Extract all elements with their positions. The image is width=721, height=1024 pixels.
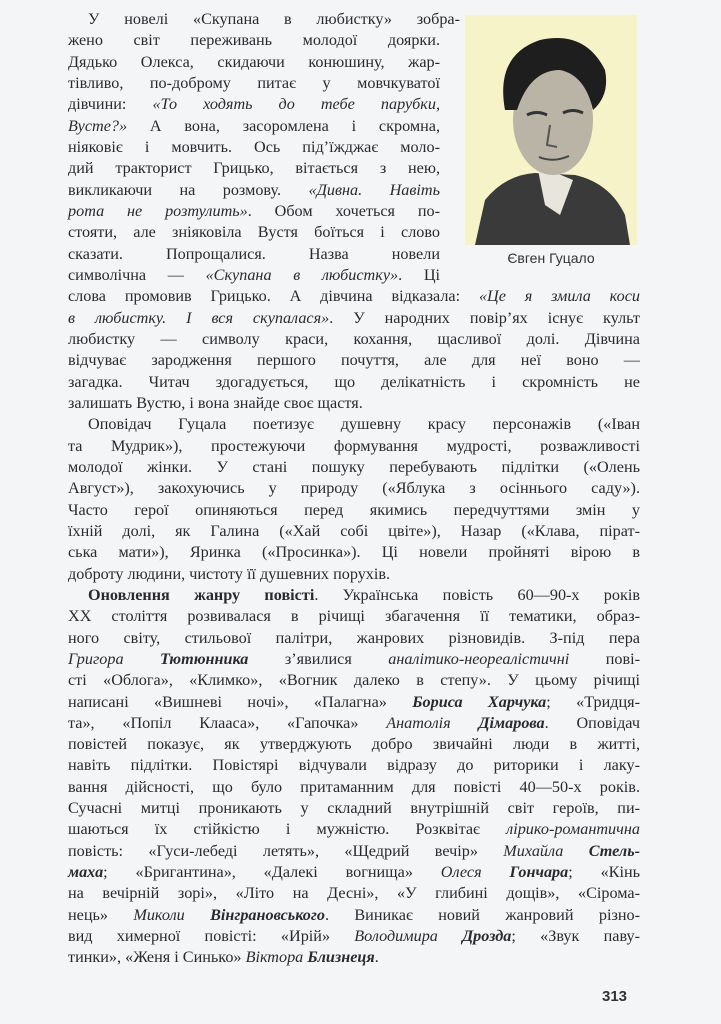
text-line [68, 564, 640, 585]
text-segment: Часто герої опиняються перед якимись передчуттями змін у [68, 500, 640, 519]
text-line [68, 692, 640, 713]
text-line [68, 628, 640, 649]
text-segment: повість: «Гуси-лебеді летять», «Щедрий вечір» [68, 841, 504, 860]
text-line [68, 585, 640, 606]
text-segment: викликаючи на розмову. [68, 180, 309, 199]
text-segment: та Мудрик»), простежуючи формування мудрості, розважливості [68, 436, 640, 455]
text-segment: з’явилися [248, 649, 389, 668]
text-segment: молодої жінки. У стані пошуку перебувають підлітки («Олень [68, 457, 640, 476]
text-line [68, 734, 640, 755]
text-segment: Віктора [245, 948, 308, 967]
text-segment: дівчини: [68, 95, 153, 114]
text-line [68, 521, 640, 542]
text-segment: рота не розтулить» [68, 201, 248, 220]
text-segment: Володимира [354, 927, 463, 946]
text-segment: дий тракторист Грицько, вітається з нею, [68, 159, 440, 178]
text-segment: Сучасні митці проникають у складний внутрішній світ героїв, пи- [68, 799, 640, 818]
text-line [68, 372, 640, 393]
text-segment: ; «Тридця- [546, 692, 640, 711]
text-segment: . Обом хочеться по- [247, 201, 441, 220]
text-line [68, 286, 640, 307]
text-segment: шаються їх стійкістю і мужністю. Розквітає [68, 820, 507, 839]
text-segment: сті «Облога», «Климко», «Вогник далеко в степу». У цьому річищі [68, 671, 640, 690]
text-segment: Олеся [440, 863, 510, 882]
text-segment: . Ці [398, 265, 440, 284]
text-line [68, 755, 640, 776]
text-segment: загадка. Читач здогадується, що делікатність і скромність не [68, 372, 640, 391]
text-line [68, 350, 640, 371]
text-segment: вання дійсності, що було притаманним для повісті 40—50-х років. [68, 777, 640, 796]
text-segment: в любистку. І вся скупалася» [68, 308, 330, 327]
text-line [68, 52, 440, 73]
text-segment: . Виникає новий жанровий різно- [324, 905, 640, 924]
text-segment: Оновлення жанру повісті [88, 585, 315, 604]
text-segment: . У народних повір’ях існує культ [329, 308, 640, 327]
text-segment: Тютюнника [160, 649, 249, 668]
text-segment: аналітико-неореалістичні [388, 649, 570, 668]
text-line [68, 500, 640, 521]
text-segment: ; «Бригантина», «Далекі вогнища» [103, 863, 441, 882]
text-segment: сказати. Попрощалися. Назва новели [68, 244, 440, 263]
text-segment: XX століття розвивалася в річищі збагачення її тематики, образ- [68, 607, 640, 626]
text-segment: Вусте?» [68, 116, 128, 135]
text-segment: нець» [68, 905, 134, 924]
text-segment: Август»), закохуючись у природу («Яблука з осіннього саду»). [68, 479, 640, 498]
text-segment: слова промовив Грицько. А дівчина відказала: [68, 287, 479, 306]
text-segment: Вінграновського [210, 905, 325, 924]
text-segment: Гончара [509, 863, 569, 882]
text-line [68, 883, 640, 904]
text-segment: ніяковіє і мовчить. Ось під’їжджає моло- [68, 137, 440, 156]
text-segment: повістей показує, як утверджують добро звичайні люди в житті, [68, 735, 640, 754]
text-segment: любистку — символу краси, кохання, щасливої долі. Дівчина [68, 329, 640, 348]
text-line [68, 478, 640, 499]
text-line [68, 457, 640, 478]
text-segment: «Дивна. Навіть [308, 180, 440, 199]
text-line [68, 414, 640, 435]
text-line [68, 436, 640, 457]
text-line [68, 30, 440, 51]
text-line [68, 947, 640, 968]
text-segment: Бориса Харчука [412, 692, 547, 711]
text-segment: Миколи [133, 905, 211, 924]
text-segment: ; «Кінь [568, 863, 641, 882]
text-line [68, 201, 440, 222]
text-segment: навіть підлітки. Повістярі відчували відразу до риторики і лаку- [68, 756, 640, 775]
text-segment: символічна — [68, 265, 206, 284]
text-segment: ного світу, стильової палітри, жанрових різновидів. З-під пера [68, 628, 640, 647]
text-segment: У новелі «Скупана в любистку» зобра- [88, 10, 460, 28]
text-line [68, 329, 640, 350]
text-line [68, 819, 640, 840]
text-segment: маха [68, 863, 104, 882]
text-segment: . Українська повість 60—90-х років [314, 585, 641, 604]
text-segment: тинки», «Женя і Синько» [68, 948, 246, 967]
text-segment: «Це я змила коси [478, 287, 640, 306]
text-line [68, 116, 440, 137]
text-segment: залишать Вустю, і вона знайде своє щастя. [68, 393, 363, 412]
text-segment: Григора [68, 649, 160, 668]
text-segment: Дрозда [462, 927, 512, 946]
text-segment: А вона, засоромлена і скромна, [127, 116, 440, 135]
text-line [68, 905, 640, 926]
text-segment: Дядько Олекса, скидаючи конюшину, жар- [68, 52, 440, 71]
text-segment: Стель- [588, 841, 640, 860]
text-segment: написані «Вишневі ночі», «Палагна» [68, 692, 413, 711]
page-number: 313 [602, 988, 628, 1005]
text-segment: вид химерної повісті: «Ирій» [68, 927, 355, 946]
text-line [68, 393, 640, 414]
text-line [68, 777, 640, 798]
text-segment: на вечірній зорі», «Літо на Десні», «У глибині дощів», «Сірома- [68, 884, 640, 903]
text-line [68, 862, 640, 883]
text-segment: Михайла [503, 841, 589, 860]
text-segment: . [374, 948, 379, 967]
text-line [68, 926, 640, 947]
text-line [68, 798, 640, 819]
text-segment: ська мати»), Яринка («Просинка»). Ці новели пройняті вірою в [68, 543, 640, 562]
text-segment: лірико-романтична [506, 820, 640, 839]
text-segment: та», «Попіл Клааса», «Гапочка» [68, 713, 387, 732]
text-line [68, 713, 640, 734]
text-line [68, 244, 440, 265]
text-segment: ; «Звук паву- [511, 927, 641, 946]
text-segment: Близнеця [307, 948, 375, 967]
text-line [68, 606, 640, 627]
text-line [68, 73, 440, 94]
text-segment: Анатолія [386, 713, 479, 732]
text-segment: . Оповідач [544, 713, 640, 732]
text-line [68, 265, 440, 286]
text-line [68, 94, 440, 115]
text-segment: відчуває зародження першого почуття, але для неї воно — [68, 351, 640, 370]
text-line [68, 670, 640, 691]
text-segment: «Скупана в любистку» [205, 265, 399, 284]
text-line [68, 9, 460, 30]
text-line [68, 841, 640, 862]
text-segment: Дімарова [478, 713, 545, 732]
text-segment: їхній долі, як Галина («Хай собі цвіте»), Назар («Клава, пірат- [68, 521, 640, 540]
body-text [68, 9, 640, 969]
text-line [68, 222, 440, 243]
text-segment: доброту людини, чистоту її душевних поруxів. [68, 564, 391, 583]
text-segment: пові- [569, 649, 640, 668]
text-segment: «То ходять до тебе парубки, [152, 95, 440, 114]
text-line [68, 180, 440, 201]
text-line [68, 308, 640, 329]
text-line [68, 649, 640, 670]
text-segment: жено світ переживань молодої доярки. [68, 31, 440, 50]
text-line [68, 158, 440, 179]
text-segment: стояти, але зніяковіла Вустя боїться і слово [68, 223, 440, 242]
portrait-caption: Євген Гуцало [507, 250, 595, 266]
text-line [68, 542, 640, 563]
text-segment: Оповідач Гуцала поетизує душевну красу персонажів («Іван [88, 415, 640, 434]
text-line [68, 137, 440, 158]
text-segment: тівливо, по-доброму питає у мовчкуватої [68, 73, 440, 92]
